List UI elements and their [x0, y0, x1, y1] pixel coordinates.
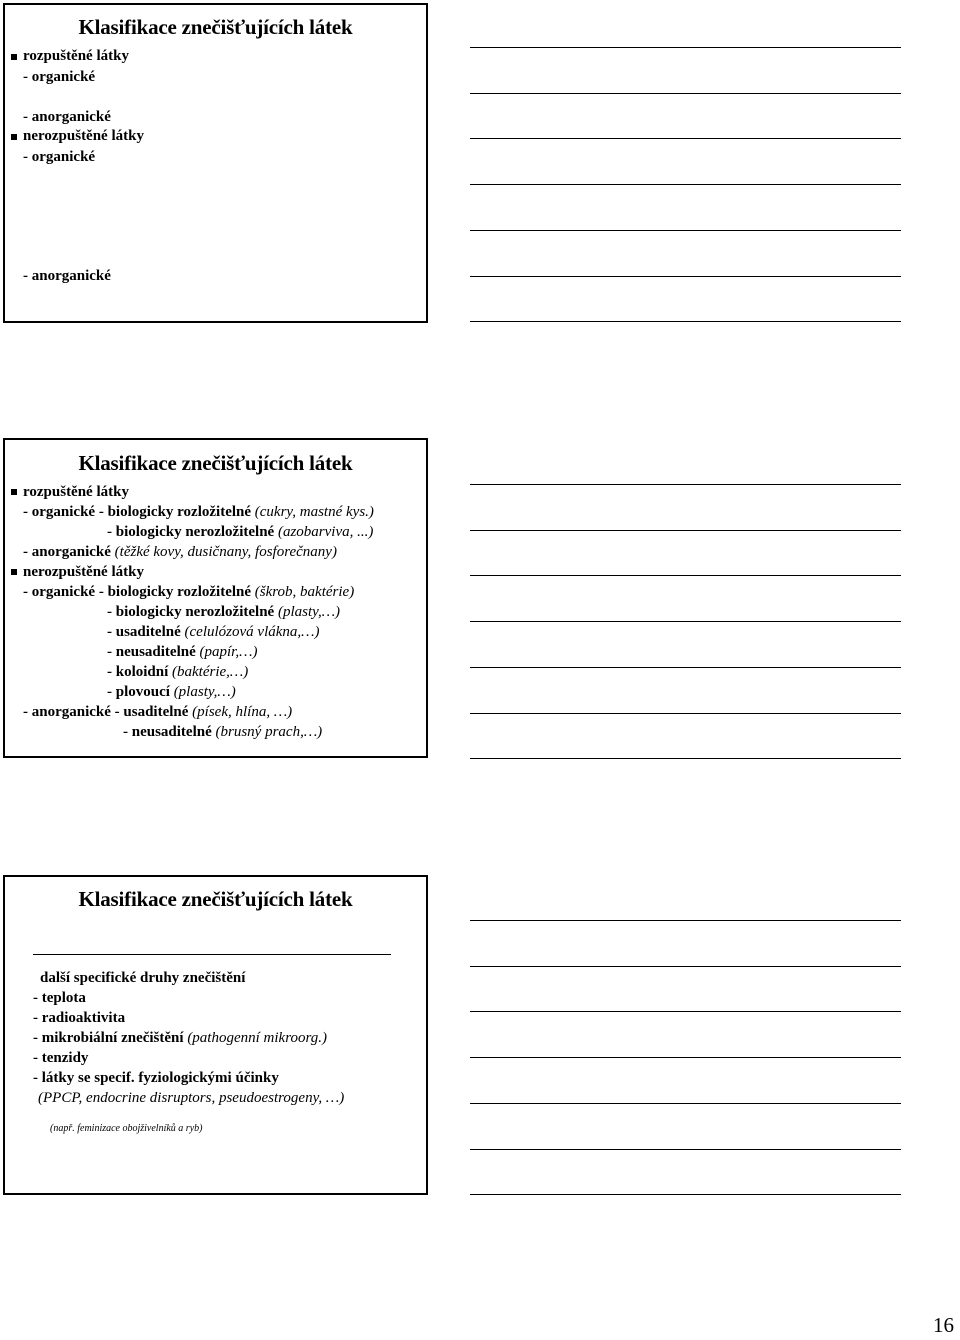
slide-line: - organické	[23, 149, 96, 165]
slide-2	[3, 438, 428, 758]
slide-line: rozpuštěné látky	[23, 48, 129, 64]
slide-line: - organické	[23, 69, 96, 85]
note-line	[470, 230, 901, 231]
slide-line: - radioaktivita	[33, 1010, 126, 1026]
slide-line: - látky se specif. fyziologickými účinky	[33, 1070, 279, 1086]
note-line	[470, 47, 901, 48]
slide-line: - koloidní (baktérie,…)	[107, 664, 249, 680]
slide-title: Klasifikace znečišťujících látek	[78, 887, 353, 911]
slide-line: - tenzidy	[33, 1050, 89, 1066]
note-line	[470, 530, 901, 531]
slide-line: - organické - biologicky rozložitelné (cukry, mastné kys.)	[23, 504, 374, 520]
note-line	[470, 138, 901, 139]
slide-line: - plovoucí (plasty,…)	[107, 684, 236, 700]
slide-line: (PPCP, endocrine disruptors, pseudoestrogeny, …)	[38, 1090, 345, 1106]
slide-line: - anorganické	[23, 268, 111, 284]
slide-line: - teplota	[33, 990, 86, 1006]
note-line	[470, 667, 901, 668]
note-line	[470, 276, 901, 277]
note-line	[470, 1011, 901, 1012]
title-divider	[33, 954, 391, 955]
slide-line: - anorganické (těžké kovy, dusičnany, fosforečnany)	[23, 544, 337, 560]
bullet-icon	[11, 134, 17, 140]
note-line	[470, 93, 901, 94]
slide-1	[3, 3, 428, 323]
slide-3	[3, 875, 428, 1195]
slide-line: nerozpuštěné látky	[23, 128, 144, 144]
note-line	[470, 184, 901, 185]
note-line	[470, 966, 901, 967]
note-line	[470, 575, 901, 576]
note-line	[470, 713, 901, 714]
slide-line: další specifické druhy znečištění	[40, 970, 246, 986]
slide-line: - biologicky nerozložitelné (azobarviva, ...)	[107, 524, 374, 540]
bullet-icon	[11, 54, 17, 60]
slide-line: - neusaditelné (papír,…)	[107, 644, 258, 660]
note-line	[470, 920, 901, 921]
note-line	[470, 484, 901, 485]
note-line	[470, 1103, 901, 1104]
bullet-icon	[11, 489, 17, 495]
note-line	[470, 621, 901, 622]
slide-title: Klasifikace znečišťujících látek	[78, 15, 353, 39]
slide-line: nerozpuštěné látky	[23, 564, 144, 580]
slide-line: - usaditelné (celulózová vlákna,…)	[107, 624, 320, 640]
note-line	[470, 1057, 901, 1058]
slide-line: - biologicky nerozložitelné (plasty,…)	[107, 604, 341, 620]
bullet-icon	[11, 569, 17, 575]
slide-line: - neusaditelné (brusný prach,…)	[123, 724, 323, 740]
slide-line: - organické - biologicky rozložitelné (škrob, baktérie)	[23, 584, 355, 600]
slide-title: Klasifikace znečišťujících látek	[78, 451, 353, 475]
slide-line: - mikrobiální znečištění (pathogenní mikroorg.)	[33, 1030, 328, 1046]
page-number: 16	[933, 1313, 954, 1337]
note-line	[470, 1194, 901, 1195]
note-line	[470, 1149, 901, 1150]
slide-line: - anorganické	[23, 109, 111, 125]
note-line	[470, 758, 901, 759]
note-line	[470, 321, 901, 322]
slide-line: rozpuštěné látky	[23, 484, 129, 500]
slide-line: - anorganické - usaditelné (písek, hlína, …)	[23, 704, 293, 720]
slide-footnote: (např. feminizace obojživelníků a ryb)	[50, 1123, 203, 1134]
